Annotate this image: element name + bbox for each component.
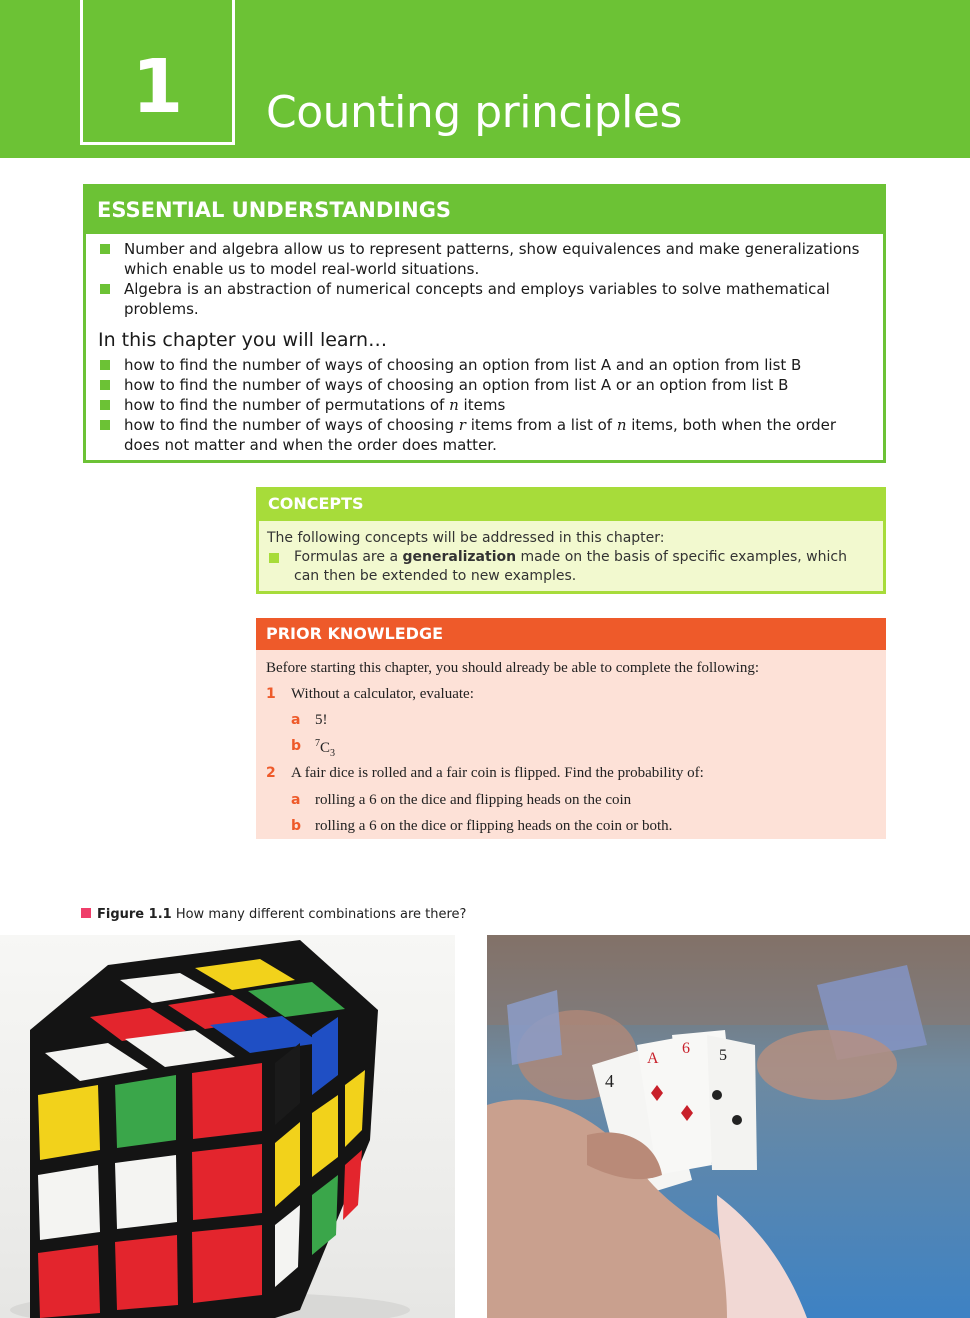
learn-item: [98, 355, 871, 375]
bullet-icon: [100, 380, 110, 390]
essential-item-text: Algebra is an abstraction of numerical concepts and employs variables to solve mathematical problems.: [124, 280, 830, 318]
figure-caption: [81, 906, 466, 924]
svg-text:4: 4: [605, 1071, 614, 1091]
part-text: rolling a 6 on the dice and flipping heads on the coin: [315, 792, 632, 808]
chapter-number: 1: [131, 44, 184, 130]
part-text: rolling a 6 on the dice or flipping heads on the coin or both.: [315, 818, 673, 834]
concepts-keyword: generalization: [402, 549, 517, 565]
math-variable: n: [449, 396, 459, 414]
part-label: b: [291, 738, 302, 754]
concepts-item-text: Formulas are a: [294, 549, 403, 565]
learn-item-text: how to find the number of ways of choosing an option from list A and an option from list B: [124, 356, 802, 374]
essential-item-text: Number and algebra allow us to represent patterns, show equivalences and make generalizations which enable us to model real-world situations.: [124, 240, 860, 278]
math-variable: n: [616, 416, 627, 434]
figure-label: Figure 1.1: [97, 907, 172, 922]
part-label: b: [291, 818, 302, 834]
question-text: Without a calculator, evaluate:: [291, 686, 474, 702]
learn-item-text: how to find the number of ways of choosing: [124, 416, 459, 434]
rubiks-cube-illustration: [0, 935, 455, 1318]
bullet-icon: [100, 244, 110, 254]
essential-understandings-heading: ESSENTIAL UNDERSTANDINGS: [86, 187, 883, 234]
concepts-heading: CONCEPTS: [256, 487, 886, 521]
essential-understandings-box: [83, 184, 886, 463]
learn-item: [98, 395, 871, 415]
combination-symbol: C: [320, 740, 331, 756]
concepts-item: [267, 548, 875, 586]
question-number: 1: [266, 686, 276, 702]
learn-item: [98, 415, 871, 455]
bullet-icon: [269, 553, 279, 563]
playing-cards-photo: [487, 935, 970, 1318]
svg-text:6: 6: [682, 1040, 690, 1057]
learn-item-text: how to find the number of permutations of: [124, 396, 450, 414]
learn-item-text: items from a list of: [465, 416, 617, 434]
learn-item-text: items, both when the order does not matter and when the order does matter.: [124, 416, 837, 454]
subscript: 3: [330, 748, 336, 759]
learn-item: [98, 375, 871, 395]
figure-caption-text: How many different combinations are there?: [171, 907, 467, 922]
essential-list: [86, 234, 883, 319]
concepts-intro: The following concepts will be addressed in this chapter:: [267, 530, 665, 546]
part-label: a: [291, 792, 301, 808]
bullet-icon: [100, 360, 110, 370]
essential-item: [98, 239, 871, 279]
playing-cards-illustration: [487, 935, 970, 1318]
concepts-item-text: made on the basis of specific examples, which can then be extended to new examples.: [294, 549, 847, 584]
rubiks-cube-photo: [0, 935, 455, 1318]
question-text: A fair dice is rolled and a fair coin is flipped. Find the probability of:: [291, 765, 704, 781]
prior-knowledge-heading: PRIOR KNOWLEDGE: [256, 618, 886, 650]
bullet-icon: [100, 284, 110, 294]
learn-list: [86, 353, 883, 455]
prior-knowledge-box: [256, 618, 886, 839]
concepts-box: [256, 487, 886, 594]
learn-item-text: how to find the number of ways of choosing an option from list A or an option from list B: [124, 376, 789, 394]
math-variable: r: [458, 416, 466, 434]
bullet-icon: [100, 420, 110, 430]
part-text: 5!: [315, 712, 328, 728]
caption-bullet-icon: [81, 908, 91, 918]
concepts-list: [259, 548, 883, 586]
svg-text:A: A: [647, 1050, 659, 1067]
part-text: [315, 738, 335, 759]
learn-item-text: items: [458, 396, 506, 414]
chapter-header: [0, 0, 970, 158]
prior-intro: Before starting this chapter, you should already be able to complete the following:: [266, 660, 760, 676]
superscript: 7: [315, 738, 320, 749]
chapter-title: Counting principles: [266, 87, 682, 138]
learn-heading: In this chapter you will learn…: [98, 329, 388, 351]
chapter-number-box: [80, 0, 235, 145]
question-number: 2: [266, 765, 276, 781]
part-label: a: [291, 712, 301, 728]
svg-text:5: 5: [719, 1047, 727, 1064]
essential-item: [98, 279, 871, 319]
bullet-icon: [100, 400, 110, 410]
